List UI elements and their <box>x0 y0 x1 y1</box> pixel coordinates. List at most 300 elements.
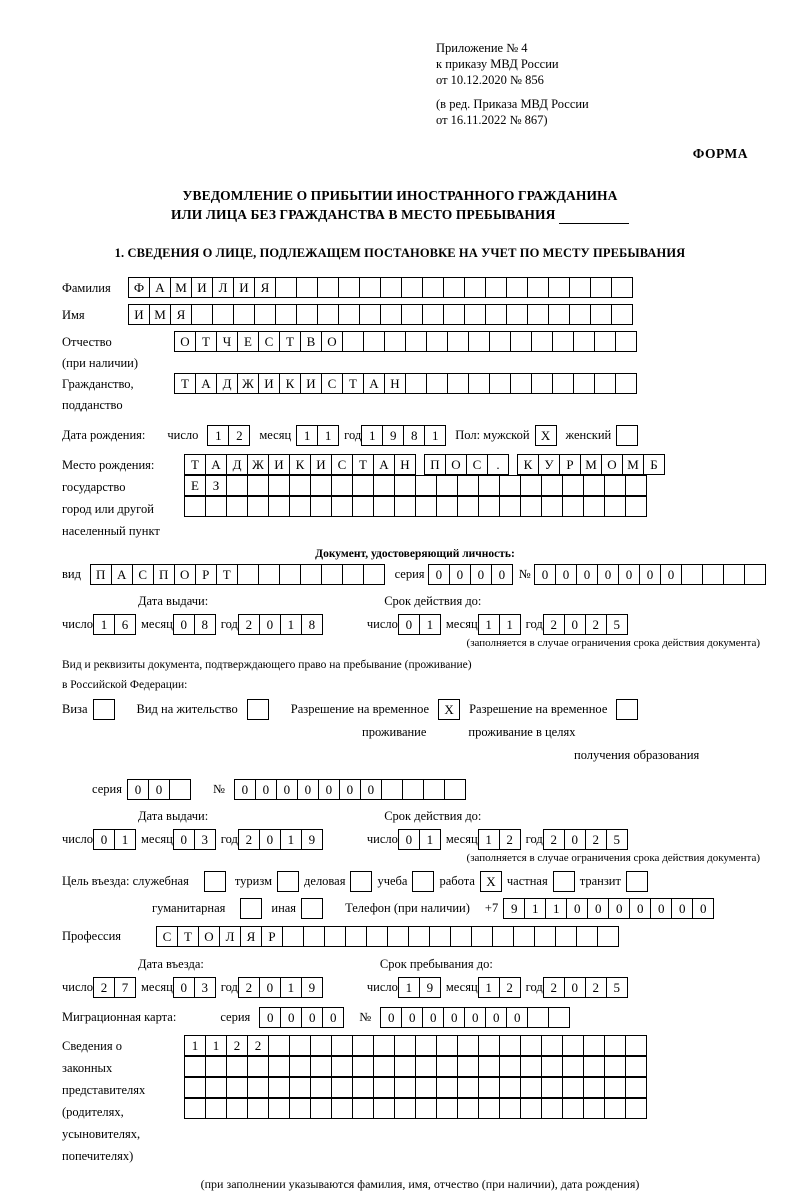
char-cell[interactable]: И <box>300 373 322 394</box>
char-cell[interactable] <box>569 277 591 298</box>
char-cell[interactable]: Я <box>240 926 262 947</box>
char-cell[interactable]: 8 <box>301 614 323 635</box>
char-cell[interactable]: 1 <box>419 829 441 850</box>
char-cell[interactable] <box>289 1098 311 1119</box>
birthplace-input-row-2[interactable] <box>184 475 665 496</box>
char-cell[interactable] <box>457 1056 479 1077</box>
char-cell[interactable]: Б <box>643 454 665 475</box>
char-cell[interactable]: 8 <box>194 614 216 635</box>
char-cell[interactable] <box>443 277 465 298</box>
char-cell[interactable] <box>531 373 553 394</box>
char-cell[interactable] <box>331 1035 353 1056</box>
stay-day-input[interactable] <box>398 977 441 998</box>
entry-year-input[interactable] <box>238 977 323 998</box>
char-cell[interactable]: А <box>111 564 133 585</box>
char-cell[interactable] <box>289 1077 311 1098</box>
char-cell[interactable] <box>604 475 626 496</box>
char-cell[interactable]: 5 <box>606 829 628 850</box>
doc-number-input[interactable] <box>534 564 766 585</box>
char-cell[interactable]: Я <box>170 304 192 325</box>
char-cell[interactable] <box>562 1098 584 1119</box>
char-cell[interactable] <box>275 304 297 325</box>
purpose-business-checkbox[interactable] <box>350 871 372 892</box>
char-cell[interactable] <box>541 496 563 517</box>
char-cell[interactable]: 2 <box>543 977 565 998</box>
char-cell[interactable]: 1 <box>424 425 446 446</box>
birthplace-input-row-1[interactable] <box>184 454 665 475</box>
char-cell[interactable]: Р <box>559 454 581 475</box>
doc-issue-day-input[interactable] <box>93 614 136 635</box>
char-cell[interactable] <box>310 1077 332 1098</box>
char-cell[interactable] <box>573 373 595 394</box>
stay-month-input[interactable] <box>478 977 521 998</box>
temporary-residence-checkbox[interactable]: X <box>438 699 460 720</box>
char-cell[interactable]: П <box>424 454 446 475</box>
char-cell[interactable] <box>310 1098 332 1119</box>
char-cell[interactable]: 0 <box>339 779 361 800</box>
char-cell[interactable]: 3 <box>194 977 216 998</box>
char-cell[interactable]: 0 <box>428 564 450 585</box>
char-cell[interactable] <box>457 1077 479 1098</box>
char-cell[interactable] <box>527 277 549 298</box>
char-cell[interactable]: 1 <box>361 425 383 446</box>
char-cell[interactable]: С <box>156 926 178 947</box>
migration-card-number-input[interactable] <box>380 1007 570 1028</box>
char-cell[interactable] <box>569 304 591 325</box>
permit-valid-month-input[interactable] <box>478 829 521 850</box>
char-cell[interactable] <box>401 304 423 325</box>
char-cell[interactable] <box>422 304 444 325</box>
char-cell[interactable] <box>478 1035 500 1056</box>
char-cell[interactable] <box>625 1035 647 1056</box>
char-cell[interactable] <box>405 373 427 394</box>
char-cell[interactable] <box>296 277 318 298</box>
char-cell[interactable]: 2 <box>585 829 607 850</box>
char-cell[interactable]: 0 <box>234 779 256 800</box>
char-cell[interactable] <box>394 1056 416 1077</box>
char-cell[interactable] <box>478 1077 500 1098</box>
char-cell[interactable] <box>562 1056 584 1077</box>
char-cell[interactable] <box>604 1035 626 1056</box>
char-cell[interactable]: И <box>310 454 332 475</box>
char-cell[interactable] <box>744 564 766 585</box>
purpose-humanitarian-checkbox[interactable] <box>240 898 262 919</box>
permit-valid-day-input[interactable] <box>398 829 441 850</box>
char-cell[interactable] <box>562 1035 584 1056</box>
char-cell[interactable]: 1 <box>419 614 441 635</box>
char-cell[interactable]: 1 <box>524 898 546 919</box>
char-cell[interactable]: О <box>174 564 196 585</box>
char-cell[interactable]: 0 <box>449 564 471 585</box>
char-cell[interactable]: 1 <box>280 829 302 850</box>
char-cell[interactable]: С <box>132 564 154 585</box>
char-cell[interactable]: М <box>622 454 644 475</box>
char-cell[interactable]: М <box>149 304 171 325</box>
char-cell[interactable] <box>205 496 227 517</box>
char-cell[interactable] <box>373 1077 395 1098</box>
char-cell[interactable] <box>352 1077 374 1098</box>
permit-series-input[interactable] <box>127 779 191 800</box>
char-cell[interactable]: 9 <box>301 977 323 998</box>
char-cell[interactable]: 2 <box>226 1035 248 1056</box>
char-cell[interactable] <box>401 277 423 298</box>
char-cell[interactable] <box>205 1056 227 1077</box>
char-cell[interactable] <box>625 475 647 496</box>
char-cell[interactable] <box>289 1035 311 1056</box>
char-cell[interactable] <box>499 496 521 517</box>
char-cell[interactable] <box>191 304 213 325</box>
char-cell[interactable] <box>317 277 339 298</box>
char-cell[interactable] <box>478 496 500 517</box>
doc-valid-day-input[interactable] <box>398 614 441 635</box>
char-cell[interactable]: 0 <box>280 1007 302 1028</box>
char-cell[interactable] <box>226 1077 248 1098</box>
char-cell[interactable] <box>268 496 290 517</box>
char-cell[interactable] <box>531 331 553 352</box>
char-cell[interactable] <box>485 304 507 325</box>
char-cell[interactable] <box>387 926 409 947</box>
char-cell[interactable] <box>604 496 626 517</box>
char-cell[interactable]: 1 <box>499 614 521 635</box>
char-cell[interactable] <box>226 1098 248 1119</box>
char-cell[interactable] <box>552 373 574 394</box>
char-cell[interactable] <box>450 926 472 947</box>
char-cell[interactable]: 0 <box>491 564 513 585</box>
char-cell[interactable] <box>468 331 490 352</box>
char-cell[interactable]: 2 <box>228 425 250 446</box>
char-cell[interactable] <box>520 475 542 496</box>
char-cell[interactable]: 7 <box>114 977 136 998</box>
char-cell[interactable]: Д <box>226 454 248 475</box>
char-cell[interactable]: 0 <box>173 829 195 850</box>
char-cell[interactable] <box>457 496 479 517</box>
char-cell[interactable] <box>485 277 507 298</box>
char-cell[interactable]: 0 <box>639 564 661 585</box>
char-cell[interactable]: 1 <box>114 829 136 850</box>
char-cell[interactable]: 0 <box>597 564 619 585</box>
char-cell[interactable]: 0 <box>259 829 281 850</box>
char-cell[interactable] <box>520 1077 542 1098</box>
char-cell[interactable]: 0 <box>398 829 420 850</box>
birth-day-input[interactable] <box>207 425 250 446</box>
char-cell[interactable]: 0 <box>422 1007 444 1028</box>
char-cell[interactable] <box>625 1098 647 1119</box>
char-cell[interactable] <box>594 373 616 394</box>
char-cell[interactable]: 0 <box>360 779 382 800</box>
profession-input[interactable] <box>156 926 619 947</box>
char-cell[interactable]: Р <box>261 926 283 947</box>
char-cell[interactable] <box>321 564 343 585</box>
char-cell[interactable] <box>583 1077 605 1098</box>
char-cell[interactable]: 1 <box>280 614 302 635</box>
char-cell[interactable]: 1 <box>296 425 318 446</box>
char-cell[interactable]: Т <box>279 331 301 352</box>
char-cell[interactable] <box>583 1056 605 1077</box>
char-cell[interactable] <box>415 1035 437 1056</box>
char-cell[interactable]: М <box>580 454 602 475</box>
char-cell[interactable]: 0 <box>173 977 195 998</box>
char-cell[interactable]: С <box>321 373 343 394</box>
char-cell[interactable] <box>373 1098 395 1119</box>
char-cell[interactable] <box>184 1056 206 1077</box>
char-cell[interactable] <box>310 1035 332 1056</box>
patronymic-input[interactable] <box>174 331 637 352</box>
char-cell[interactable] <box>681 564 703 585</box>
char-cell[interactable]: И <box>233 277 255 298</box>
char-cell[interactable] <box>499 475 521 496</box>
char-cell[interactable] <box>381 779 403 800</box>
char-cell[interactable] <box>436 496 458 517</box>
char-cell[interactable] <box>310 475 332 496</box>
char-cell[interactable]: 0 <box>564 614 586 635</box>
permit-issue-day-input[interactable] <box>93 829 136 850</box>
char-cell[interactable] <box>723 564 745 585</box>
char-cell[interactable] <box>184 1077 206 1098</box>
sex-female-checkbox[interactable] <box>616 425 638 446</box>
char-cell[interactable] <box>237 564 259 585</box>
char-cell[interactable]: 0 <box>259 977 281 998</box>
char-cell[interactable] <box>583 475 605 496</box>
char-cell[interactable] <box>331 475 353 496</box>
char-cell[interactable]: 1 <box>207 425 229 446</box>
char-cell[interactable] <box>289 475 311 496</box>
char-cell[interactable] <box>331 1098 353 1119</box>
char-cell[interactable]: 0 <box>148 779 170 800</box>
char-cell[interactable] <box>436 1035 458 1056</box>
char-cell[interactable] <box>541 1098 563 1119</box>
char-cell[interactable] <box>611 304 633 325</box>
char-cell[interactable]: С <box>331 454 353 475</box>
char-cell[interactable] <box>268 475 290 496</box>
char-cell[interactable]: 0 <box>470 564 492 585</box>
char-cell[interactable]: 0 <box>660 564 682 585</box>
char-cell[interactable] <box>338 277 360 298</box>
purpose-other-checkbox[interactable] <box>301 898 323 919</box>
char-cell[interactable] <box>499 1077 521 1098</box>
char-cell[interactable]: 0 <box>534 564 556 585</box>
char-cell[interactable] <box>310 1056 332 1077</box>
char-cell[interactable]: . <box>487 454 509 475</box>
char-cell[interactable]: 8 <box>403 425 425 446</box>
char-cell[interactable] <box>226 1056 248 1077</box>
char-cell[interactable]: 1 <box>184 1035 206 1056</box>
char-cell[interactable] <box>590 304 612 325</box>
char-cell[interactable] <box>604 1098 626 1119</box>
char-cell[interactable] <box>268 1035 290 1056</box>
char-cell[interactable] <box>289 496 311 517</box>
legal-rep-input-row-3[interactable] <box>184 1077 647 1098</box>
char-cell[interactable]: Д <box>216 373 238 394</box>
permit-number-input[interactable] <box>234 779 466 800</box>
entry-day-input[interactable] <box>93 977 136 998</box>
char-cell[interactable]: 0 <box>506 1007 528 1028</box>
char-cell[interactable] <box>324 926 346 947</box>
char-cell[interactable] <box>408 926 430 947</box>
char-cell[interactable] <box>184 1098 206 1119</box>
char-cell[interactable] <box>373 496 395 517</box>
char-cell[interactable] <box>426 373 448 394</box>
char-cell[interactable] <box>457 1035 479 1056</box>
char-cell[interactable]: 9 <box>503 898 525 919</box>
char-cell[interactable] <box>604 1056 626 1077</box>
char-cell[interactable] <box>415 1098 437 1119</box>
char-cell[interactable] <box>478 1098 500 1119</box>
char-cell[interactable] <box>380 277 402 298</box>
char-cell[interactable] <box>384 331 406 352</box>
char-cell[interactable] <box>394 1077 416 1098</box>
char-cell[interactable] <box>604 1077 626 1098</box>
purpose-work-checkbox[interactable]: X <box>480 871 502 892</box>
char-cell[interactable] <box>247 1098 269 1119</box>
char-cell[interactable] <box>464 304 486 325</box>
char-cell[interactable] <box>296 304 318 325</box>
char-cell[interactable] <box>212 304 234 325</box>
char-cell[interactable] <box>520 1098 542 1119</box>
surname-input[interactable] <box>128 277 633 298</box>
char-cell[interactable]: 2 <box>247 1035 269 1056</box>
char-cell[interactable] <box>506 304 528 325</box>
char-cell[interactable]: 9 <box>419 977 441 998</box>
char-cell[interactable]: 2 <box>499 829 521 850</box>
char-cell[interactable] <box>352 1098 374 1119</box>
char-cell[interactable] <box>317 304 339 325</box>
char-cell[interactable] <box>489 373 511 394</box>
char-cell[interactable] <box>436 1056 458 1077</box>
char-cell[interactable] <box>625 1056 647 1077</box>
char-cell[interactable] <box>184 496 206 517</box>
char-cell[interactable]: О <box>174 331 196 352</box>
char-cell[interactable]: 0 <box>276 779 298 800</box>
char-cell[interactable]: 0 <box>443 1007 465 1028</box>
char-cell[interactable]: 9 <box>382 425 404 446</box>
char-cell[interactable]: 6 <box>114 614 136 635</box>
char-cell[interactable]: 0 <box>629 898 651 919</box>
char-cell[interactable]: 1 <box>398 977 420 998</box>
char-cell[interactable]: Р <box>195 564 217 585</box>
char-cell[interactable] <box>247 496 269 517</box>
char-cell[interactable] <box>359 277 381 298</box>
char-cell[interactable]: Т <box>195 331 217 352</box>
char-cell[interactable]: 0 <box>555 564 577 585</box>
char-cell[interactable] <box>576 926 598 947</box>
char-cell[interactable]: 2 <box>238 614 260 635</box>
doc-valid-month-input[interactable] <box>478 614 521 635</box>
char-cell[interactable] <box>541 1077 563 1098</box>
char-cell[interactable]: 0 <box>566 898 588 919</box>
char-cell[interactable]: 0 <box>485 1007 507 1028</box>
doc-issue-year-input[interactable] <box>238 614 323 635</box>
doc-issue-month-input[interactable] <box>173 614 216 635</box>
char-cell[interactable]: Н <box>394 454 416 475</box>
char-cell[interactable]: П <box>153 564 175 585</box>
char-cell[interactable] <box>615 331 637 352</box>
char-cell[interactable] <box>373 1035 395 1056</box>
char-cell[interactable]: 1 <box>317 425 339 446</box>
birthplace-input-row-3[interactable] <box>184 496 665 517</box>
char-cell[interactable]: 1 <box>93 614 115 635</box>
char-cell[interactable] <box>527 304 549 325</box>
char-cell[interactable] <box>423 779 445 800</box>
char-cell[interactable] <box>478 1056 500 1077</box>
char-cell[interactable]: А <box>373 454 395 475</box>
migration-card-series-input[interactable] <box>259 1007 344 1028</box>
char-cell[interactable] <box>534 926 556 947</box>
char-cell[interactable] <box>247 1077 269 1098</box>
char-cell[interactable]: К <box>517 454 539 475</box>
phone-input[interactable] <box>503 898 714 919</box>
char-cell[interactable]: Л <box>212 277 234 298</box>
char-cell[interactable]: 0 <box>576 564 598 585</box>
char-cell[interactable] <box>380 304 402 325</box>
char-cell[interactable]: 0 <box>93 829 115 850</box>
char-cell[interactable] <box>510 331 532 352</box>
char-cell[interactable] <box>352 1056 374 1077</box>
char-cell[interactable] <box>597 926 619 947</box>
char-cell[interactable] <box>394 496 416 517</box>
char-cell[interactable]: 1 <box>478 614 500 635</box>
char-cell[interactable] <box>258 564 280 585</box>
char-cell[interactable] <box>303 926 325 947</box>
char-cell[interactable]: 1 <box>478 829 500 850</box>
char-cell[interactable]: 0 <box>127 779 149 800</box>
char-cell[interactable] <box>247 475 269 496</box>
char-cell[interactable]: 1 <box>545 898 567 919</box>
char-cell[interactable] <box>464 277 486 298</box>
char-cell[interactable] <box>345 926 367 947</box>
char-cell[interactable] <box>429 926 451 947</box>
char-cell[interactable] <box>394 475 416 496</box>
char-cell[interactable]: 2 <box>543 614 565 635</box>
char-cell[interactable]: 3 <box>194 829 216 850</box>
char-cell[interactable] <box>583 1035 605 1056</box>
birth-year-input[interactable] <box>361 425 446 446</box>
char-cell[interactable]: Ф <box>128 277 150 298</box>
char-cell[interactable]: А <box>363 373 385 394</box>
char-cell[interactable]: О <box>445 454 467 475</box>
char-cell[interactable] <box>583 1098 605 1119</box>
char-cell[interactable] <box>447 331 469 352</box>
char-cell[interactable]: О <box>321 331 343 352</box>
char-cell[interactable] <box>268 1077 290 1098</box>
char-cell[interactable] <box>548 277 570 298</box>
char-cell[interactable] <box>363 564 385 585</box>
char-cell[interactable] <box>615 373 637 394</box>
purpose-tourism-checkbox[interactable] <box>277 871 299 892</box>
char-cell[interactable] <box>513 926 535 947</box>
char-cell[interactable] <box>499 1098 521 1119</box>
char-cell[interactable] <box>436 1098 458 1119</box>
char-cell[interactable] <box>562 475 584 496</box>
char-cell[interactable]: 0 <box>173 614 195 635</box>
char-cell[interactable]: С <box>466 454 488 475</box>
char-cell[interactable] <box>205 1098 227 1119</box>
doc-valid-year-input[interactable] <box>543 614 628 635</box>
char-cell[interactable] <box>289 1056 311 1077</box>
char-cell[interactable] <box>338 304 360 325</box>
char-cell[interactable] <box>548 304 570 325</box>
char-cell[interactable]: 0 <box>322 1007 344 1028</box>
char-cell[interactable]: 0 <box>255 779 277 800</box>
char-cell[interactable]: 0 <box>398 614 420 635</box>
char-cell[interactable]: 2 <box>585 614 607 635</box>
char-cell[interactable]: О <box>198 926 220 947</box>
char-cell[interactable] <box>625 1077 647 1098</box>
char-cell[interactable]: 9 <box>301 829 323 850</box>
char-cell[interactable] <box>359 304 381 325</box>
char-cell[interactable] <box>492 926 514 947</box>
char-cell[interactable] <box>541 1035 563 1056</box>
char-cell[interactable] <box>552 331 574 352</box>
